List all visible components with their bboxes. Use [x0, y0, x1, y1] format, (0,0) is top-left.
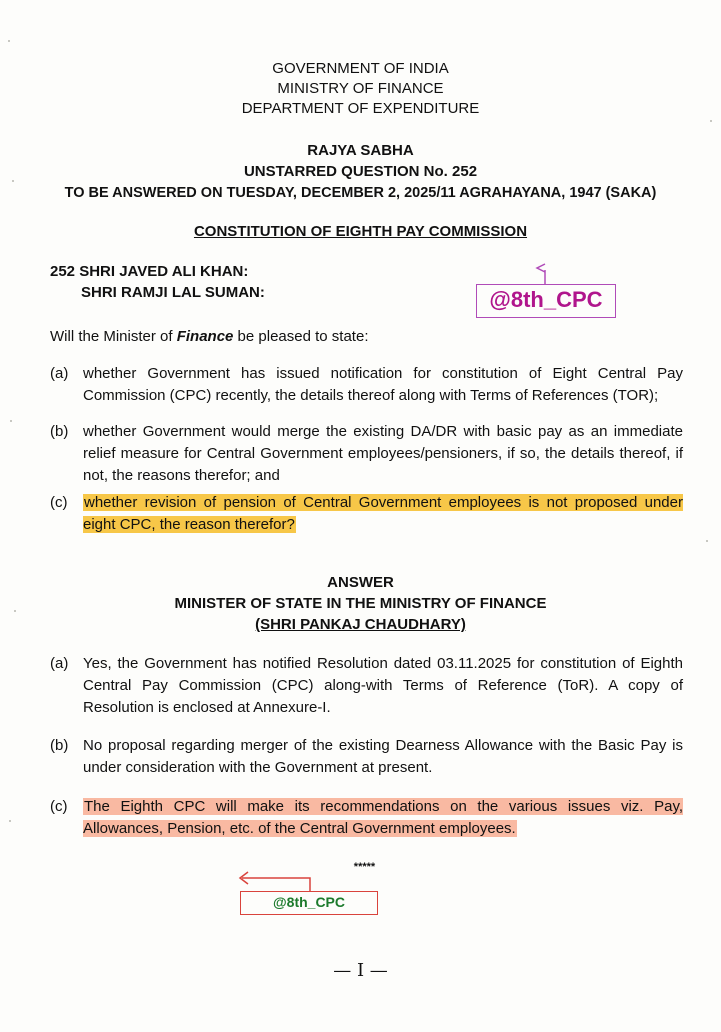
- header-ministry: MINISTRY OF FINANCE: [277, 80, 444, 97]
- answering-minister: MINISTER OF STATE IN THE MINISTRY OF FINANCE: [174, 595, 547, 612]
- question-number: UNSTARRED QUESTION No. 252: [243, 163, 478, 180]
- intro-prefix: Will the Minister of: [50, 328, 177, 345]
- question-item-c: [83, 492, 683, 536]
- header-government: GOVERNMENT OF INDIA: [272, 60, 449, 77]
- question-item-marker: (c): [50, 494, 68, 511]
- answer-item-marker: (b): [50, 737, 69, 754]
- watermark-arrow-left-icon: [234, 866, 314, 894]
- page-number: — I —: [333, 960, 388, 981]
- end-mark: *****: [353, 861, 376, 873]
- answer-date-line: TO BE ANSWERED ON TUESDAY, DECEMBER 2, 2025/11 AGRAHAYANA, 1947 (SAKA): [64, 185, 657, 201]
- scan-speck: [706, 540, 708, 542]
- member-2: SHRI RAMJI LAL SUMAN:: [81, 284, 265, 301]
- header-department: DEPARTMENT OF EXPENDITURE: [241, 100, 480, 117]
- question-item-b: whether Government would merge the existing DA/DR with basic pay as an immediate relief measure for Central Government employees/pensioners, if so, the details thereof, if not, the reasons therefor; and: [83, 423, 683, 484]
- watermark-bottom: @8th_CPC: [240, 891, 378, 915]
- scan-speck: [710, 120, 712, 122]
- minister-name: (SHRI PANKAJ CHAUDHARY): [255, 616, 466, 633]
- member-1: 252 SHRI JAVED ALI KHAN:: [50, 263, 249, 280]
- watermark-arrow-icon: [525, 260, 565, 286]
- answer-item-marker: (c): [50, 798, 68, 815]
- answer-item-c: [83, 796, 683, 840]
- scan-speck: [8, 40, 10, 42]
- intro-ministry: Finance: [176, 328, 234, 345]
- highlight-answer-c: The Eighth CPC will make its recommendations on the various issues viz. Pay, Allowances, Pension, etc. of the Central Government employees.: [83, 798, 683, 837]
- answer-item-marker: (a): [50, 655, 69, 672]
- highlight-question-c: whether revision of pension of Central Government employees is not proposed under eight CPC, the reason therefor?: [83, 494, 683, 533]
- question-intro: [50, 326, 369, 348]
- scan-speck: [9, 820, 11, 822]
- question-item-marker: (a): [50, 365, 69, 382]
- question-item-marker: (b): [50, 423, 69, 440]
- question-item-a: whether Government has issued notification for constitution of Eight Central Pay Commission (CPC) recently, the details thereof along with Terms of References (TOR);: [83, 365, 683, 404]
- intro-suffix: be pleased to state:: [233, 328, 369, 345]
- question-title: CONSTITUTION OF EIGHTH PAY COMMISSION: [193, 223, 528, 240]
- house-name: RAJYA SABHA: [307, 142, 414, 159]
- scan-speck: [10, 420, 12, 422]
- answer-heading: ANSWER: [327, 574, 394, 591]
- watermark-top: @8th_CPC: [476, 284, 616, 318]
- answer-item-a: Yes, the Government has notified Resolution dated 03.11.2025 for constitution of Eighth Central Pay Commission (CPC) along-with Terms of Reference (ToR). A copy of Resolution is enclosed at Annexure-I.: [83, 655, 683, 716]
- answer-item-b: No proposal regarding merger of the existing Dearness Allowance with the Basic Pay is under consideration with the Government at present.: [83, 737, 683, 776]
